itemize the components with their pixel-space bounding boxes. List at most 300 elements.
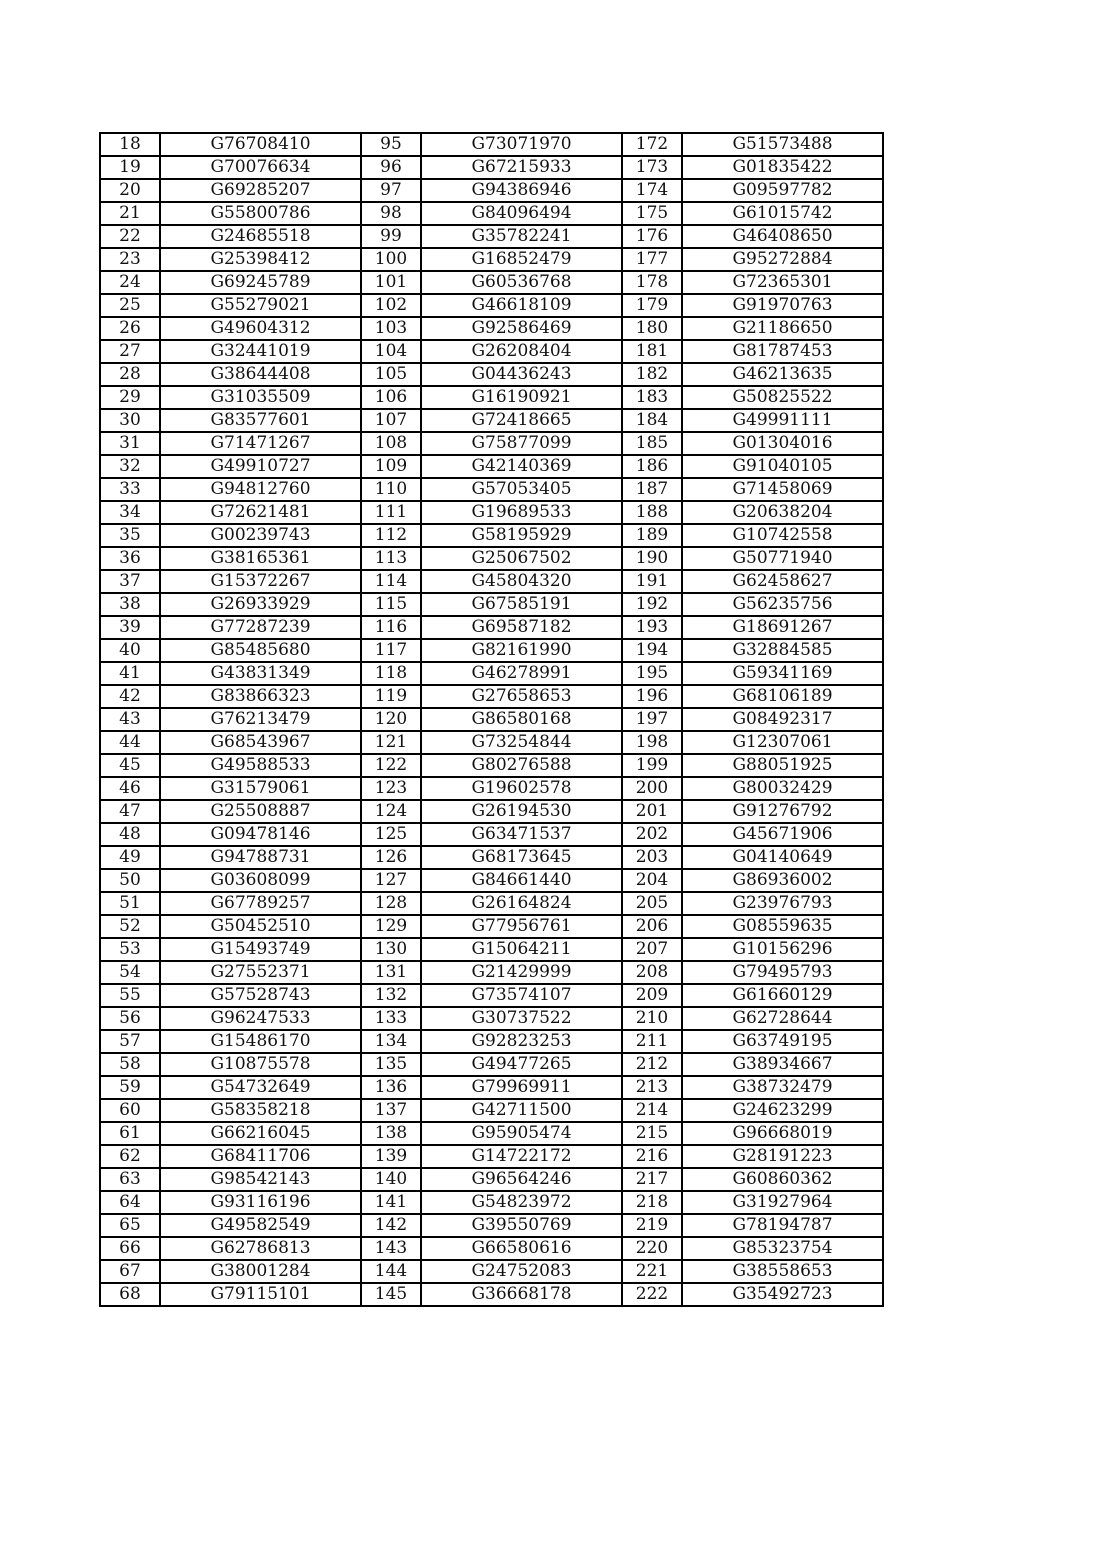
row-number-cell: 25 [100,294,160,317]
code-cell: G15372267 [160,570,361,593]
table-row [100,1030,883,1053]
row-number-cell: 201 [622,800,682,823]
table-row [100,340,883,363]
row-number-cell: 53 [100,938,160,961]
row-number-cell: 38 [100,593,160,616]
table-row [100,938,883,961]
code-cell: G39550769 [421,1214,622,1237]
row-number-cell: 104 [361,340,421,363]
table-row [100,409,883,432]
table-row [100,317,883,340]
row-number-cell: 212 [622,1053,682,1076]
table-row [100,984,883,1007]
code-cell: G63749195 [682,1030,883,1053]
row-number-cell: 138 [361,1122,421,1145]
code-cell: G15064211 [421,938,622,961]
code-cell: G24752083 [421,1260,622,1283]
code-cell: G10875578 [160,1053,361,1076]
row-number-cell: 40 [100,639,160,662]
row-number-cell: 216 [622,1145,682,1168]
row-number-cell: 205 [622,892,682,915]
code-cell: G49477265 [421,1053,622,1076]
code-cell: G63471537 [421,823,622,846]
row-number-cell: 22 [100,225,160,248]
code-cell: G25067502 [421,547,622,570]
row-number-cell: 198 [622,731,682,754]
code-cell: G91970763 [682,294,883,317]
row-number-cell: 178 [622,271,682,294]
row-number-cell: 177 [622,248,682,271]
row-number-cell: 200 [622,777,682,800]
row-number-cell: 39 [100,616,160,639]
code-cell: G76213479 [160,708,361,731]
code-cell: G92586469 [421,317,622,340]
row-number-cell: 48 [100,823,160,846]
code-cell: G42711500 [421,1099,622,1122]
row-number-cell: 139 [361,1145,421,1168]
code-cell: G93116196 [160,1191,361,1214]
row-number-cell: 213 [622,1076,682,1099]
row-number-cell: 109 [361,455,421,478]
row-number-cell: 194 [622,639,682,662]
row-number-cell: 193 [622,616,682,639]
table-row [100,685,883,708]
row-number-cell: 96 [361,156,421,179]
table-row [100,1237,883,1260]
table-row [100,1145,883,1168]
code-cell: G60536768 [421,271,622,294]
code-cell: G54823972 [421,1191,622,1214]
row-number-cell: 24 [100,271,160,294]
table-row [100,478,883,501]
code-cell: G19689533 [421,501,622,524]
row-number-cell: 62 [100,1145,160,1168]
code-cell: G38558653 [682,1260,883,1283]
table-row [100,777,883,800]
row-number-cell: 190 [622,547,682,570]
code-cell: G57053405 [421,478,622,501]
row-number-cell: 211 [622,1030,682,1053]
code-cell: G14722172 [421,1145,622,1168]
row-number-cell: 117 [361,639,421,662]
code-cell: G24623299 [682,1099,883,1122]
table-row [100,179,883,202]
code-cell: G94386946 [421,179,622,202]
table-row [100,156,883,179]
code-cell: G94788731 [160,846,361,869]
row-number-cell: 183 [622,386,682,409]
code-cell: G10156296 [682,938,883,961]
code-cell: G45671906 [682,823,883,846]
row-number-cell: 122 [361,754,421,777]
code-cell: G81787453 [682,340,883,363]
row-number-cell: 29 [100,386,160,409]
code-cell: G68411706 [160,1145,361,1168]
row-number-cell: 129 [361,915,421,938]
code-cell: G94812760 [160,478,361,501]
code-cell: G35492723 [682,1283,883,1306]
row-number-cell: 44 [100,731,160,754]
table-row [100,202,883,225]
code-cell: G49604312 [160,317,361,340]
code-cell: G68173645 [421,846,622,869]
code-cell: G26164824 [421,892,622,915]
code-cell: G24685518 [160,225,361,248]
code-cell: G79495793 [682,961,883,984]
table-row [100,547,883,570]
code-cell: G20638204 [682,501,883,524]
row-number-cell: 135 [361,1053,421,1076]
code-cell: G01304016 [682,432,883,455]
row-number-cell: 181 [622,340,682,363]
row-number-cell: 34 [100,501,160,524]
row-number-cell: 144 [361,1260,421,1283]
row-number-cell: 134 [361,1030,421,1053]
code-cell: G60860362 [682,1168,883,1191]
code-cell: G12307061 [682,731,883,754]
code-cell: G77956761 [421,915,622,938]
code-cell: G27658653 [421,685,622,708]
row-number-cell: 63 [100,1168,160,1191]
code-cell: G83577601 [160,409,361,432]
row-number-cell: 221 [622,1260,682,1283]
code-cell: G45804320 [421,570,622,593]
code-cell: G54732649 [160,1076,361,1099]
table-row [100,731,883,754]
row-number-cell: 103 [361,317,421,340]
row-number-cell: 45 [100,754,160,777]
code-cell: G08559635 [682,915,883,938]
code-cell: G38644408 [160,363,361,386]
code-cell: G28191223 [682,1145,883,1168]
table-row [100,846,883,869]
row-number-cell: 220 [622,1237,682,1260]
code-cell: G49910727 [160,455,361,478]
code-cell: G50452510 [160,915,361,938]
table-row [100,1191,883,1214]
row-number-cell: 102 [361,294,421,317]
row-number-cell: 108 [361,432,421,455]
row-number-cell: 145 [361,1283,421,1306]
code-cell: G72418665 [421,409,622,432]
row-number-cell: 215 [622,1122,682,1145]
row-number-cell: 67 [100,1260,160,1283]
row-number-cell: 37 [100,570,160,593]
row-number-cell: 95 [361,133,421,156]
table-row [100,708,883,731]
table-row [100,1168,883,1191]
table-row [100,754,883,777]
code-cell: G42140369 [421,455,622,478]
code-cell: G95272884 [682,248,883,271]
row-number-cell: 23 [100,248,160,271]
code-cell: G78194787 [682,1214,883,1237]
row-number-cell: 64 [100,1191,160,1214]
code-cell: G56235756 [682,593,883,616]
code-cell: G59341169 [682,662,883,685]
code-cell: G85323754 [682,1237,883,1260]
table-row [100,570,883,593]
row-number-cell: 202 [622,823,682,846]
code-cell: G19602578 [421,777,622,800]
code-cell: G49588533 [160,754,361,777]
code-cell: G46618109 [421,294,622,317]
code-cell: G55800786 [160,202,361,225]
row-number-cell: 33 [100,478,160,501]
code-cell: G69285207 [160,179,361,202]
code-cell: G79115101 [160,1283,361,1306]
row-number-cell: 27 [100,340,160,363]
code-cell: G15486170 [160,1030,361,1053]
code-cell: G46213635 [682,363,883,386]
row-number-cell: 175 [622,202,682,225]
row-number-cell: 195 [622,662,682,685]
row-number-cell: 106 [361,386,421,409]
code-cell: G71458069 [682,478,883,501]
code-cell: G31035509 [160,386,361,409]
row-number-cell: 186 [622,455,682,478]
row-number-cell: 180 [622,317,682,340]
row-number-cell: 184 [622,409,682,432]
code-cell: G46278991 [421,662,622,685]
code-cell: G96668019 [682,1122,883,1145]
code-cell: G72621481 [160,501,361,524]
code-cell: G73254844 [421,731,622,754]
row-number-cell: 59 [100,1076,160,1099]
row-number-cell: 121 [361,731,421,754]
code-cell: G71471267 [160,432,361,455]
code-cell: G62728644 [682,1007,883,1030]
code-cell: G98542143 [160,1168,361,1191]
code-cell: G96247533 [160,1007,361,1030]
row-number-cell: 214 [622,1099,682,1122]
code-cell: G69587182 [421,616,622,639]
row-number-cell: 98 [361,202,421,225]
row-number-cell: 132 [361,984,421,1007]
row-number-cell: 172 [622,133,682,156]
row-number-cell: 30 [100,409,160,432]
code-cell: G16190921 [421,386,622,409]
table-row [100,662,883,685]
code-cell: G88051925 [682,754,883,777]
code-cell: G75877099 [421,432,622,455]
row-number-cell: 99 [361,225,421,248]
row-number-cell: 61 [100,1122,160,1145]
code-cell: G84661440 [421,869,622,892]
code-cell: G72365301 [682,271,883,294]
table-row [100,363,883,386]
code-cell: G15493749 [160,938,361,961]
table-row [100,432,883,455]
row-number-cell: 192 [622,593,682,616]
code-cell: G80276588 [421,754,622,777]
code-cell: G38934667 [682,1053,883,1076]
code-cell: G08492317 [682,708,883,731]
code-cell: G32884585 [682,639,883,662]
row-number-cell: 182 [622,363,682,386]
row-number-cell: 207 [622,938,682,961]
code-cell: G84096494 [421,202,622,225]
code-cell: G04140649 [682,846,883,869]
code-cell: G67585191 [421,593,622,616]
code-cell: G26933929 [160,593,361,616]
code-cell: G49582549 [160,1214,361,1237]
code-cell: G32441019 [160,340,361,363]
code-cell: G61660129 [682,984,883,1007]
row-number-cell: 133 [361,1007,421,1030]
code-cell: G95905474 [421,1122,622,1145]
row-number-cell: 189 [622,524,682,547]
row-number-cell: 20 [100,179,160,202]
code-cell: G68543967 [160,731,361,754]
table-row [100,892,883,915]
table-row [100,961,883,984]
row-number-cell: 50 [100,869,160,892]
row-number-cell: 208 [622,961,682,984]
row-number-cell: 188 [622,501,682,524]
row-number-cell: 60 [100,1099,160,1122]
row-number-cell: 101 [361,271,421,294]
code-cell: G25398412 [160,248,361,271]
row-number-cell: 18 [100,133,160,156]
table-row [100,800,883,823]
code-cell: G80032429 [682,777,883,800]
row-number-cell: 203 [622,846,682,869]
table-row [100,248,883,271]
code-cell: G79969911 [421,1076,622,1099]
row-number-cell: 219 [622,1214,682,1237]
row-number-cell: 126 [361,846,421,869]
table-row [100,294,883,317]
code-cell: G86936002 [682,869,883,892]
row-number-cell: 31 [100,432,160,455]
code-cell: G61015742 [682,202,883,225]
row-number-cell: 42 [100,685,160,708]
row-number-cell: 110 [361,478,421,501]
code-cell: G85485680 [160,639,361,662]
row-number-cell: 43 [100,708,160,731]
table-row [100,823,883,846]
code-cell: G18691267 [682,616,883,639]
code-cell: G00239743 [160,524,361,547]
code-cell: G91276792 [682,800,883,823]
table-row [100,616,883,639]
code-cell: G58358218 [160,1099,361,1122]
table-row [100,524,883,547]
code-cell: G38165361 [160,547,361,570]
row-number-cell: 54 [100,961,160,984]
row-number-cell: 185 [622,432,682,455]
code-cell: G09597782 [682,179,883,202]
row-number-cell: 123 [361,777,421,800]
row-number-cell: 197 [622,708,682,731]
code-cell: G91040105 [682,455,883,478]
row-number-cell: 127 [361,869,421,892]
table-row [100,501,883,524]
row-number-cell: 19 [100,156,160,179]
row-number-cell: 136 [361,1076,421,1099]
row-number-cell: 222 [622,1283,682,1306]
table-body [100,133,883,1306]
code-cell: G73071970 [421,133,622,156]
code-cell: G26208404 [421,340,622,363]
row-number-cell: 174 [622,179,682,202]
code-cell: G70076634 [160,156,361,179]
row-number-cell: 26 [100,317,160,340]
row-number-cell: 58 [100,1053,160,1076]
code-cell: G16852479 [421,248,622,271]
row-number-cell: 114 [361,570,421,593]
code-cell: G10742558 [682,524,883,547]
row-number-cell: 130 [361,938,421,961]
row-number-cell: 66 [100,1237,160,1260]
table-row [100,1260,883,1283]
table-row [100,1007,883,1030]
table-row [100,915,883,938]
row-number-cell: 105 [361,363,421,386]
code-cell: G62458627 [682,570,883,593]
row-number-cell: 112 [361,524,421,547]
row-number-cell: 120 [361,708,421,731]
code-cell: G77287239 [160,616,361,639]
row-number-cell: 128 [361,892,421,915]
row-number-cell: 217 [622,1168,682,1191]
row-number-cell: 116 [361,616,421,639]
code-cell: G92823253 [421,1030,622,1053]
row-number-cell: 35 [100,524,160,547]
table-row [100,869,883,892]
table-row [100,1122,883,1145]
code-cell: G21429999 [421,961,622,984]
row-number-cell: 115 [361,593,421,616]
row-number-cell: 119 [361,685,421,708]
row-number-cell: 113 [361,547,421,570]
code-cell: G57528743 [160,984,361,1007]
row-number-cell: 47 [100,800,160,823]
code-cell: G43831349 [160,662,361,685]
row-number-cell: 56 [100,1007,160,1030]
code-cell: G51573488 [682,133,883,156]
row-number-cell: 210 [622,1007,682,1030]
code-cell: G96564246 [421,1168,622,1191]
row-number-cell: 41 [100,662,160,685]
code-cell: G67215933 [421,156,622,179]
row-number-cell: 196 [622,685,682,708]
table-row [100,386,883,409]
row-number-cell: 141 [361,1191,421,1214]
code-cell: G09478146 [160,823,361,846]
code-cell: G55279021 [160,294,361,317]
row-number-cell: 46 [100,777,160,800]
code-cell: G30737522 [421,1007,622,1030]
code-cell: G68106189 [682,685,883,708]
row-number-cell: 218 [622,1191,682,1214]
code-cell: G50771940 [682,547,883,570]
row-number-cell: 173 [622,156,682,179]
row-number-cell: 49 [100,846,160,869]
code-cell: G66580616 [421,1237,622,1260]
code-cell: G49991111 [682,409,883,432]
row-number-cell: 137 [361,1099,421,1122]
row-number-cell: 179 [622,294,682,317]
row-number-cell: 209 [622,984,682,1007]
table-row [100,271,883,294]
code-cell: G83866323 [160,685,361,708]
code-cell: G73574107 [421,984,622,1007]
row-number-cell: 142 [361,1214,421,1237]
code-cell: G01835422 [682,156,883,179]
row-number-cell: 68 [100,1283,160,1306]
